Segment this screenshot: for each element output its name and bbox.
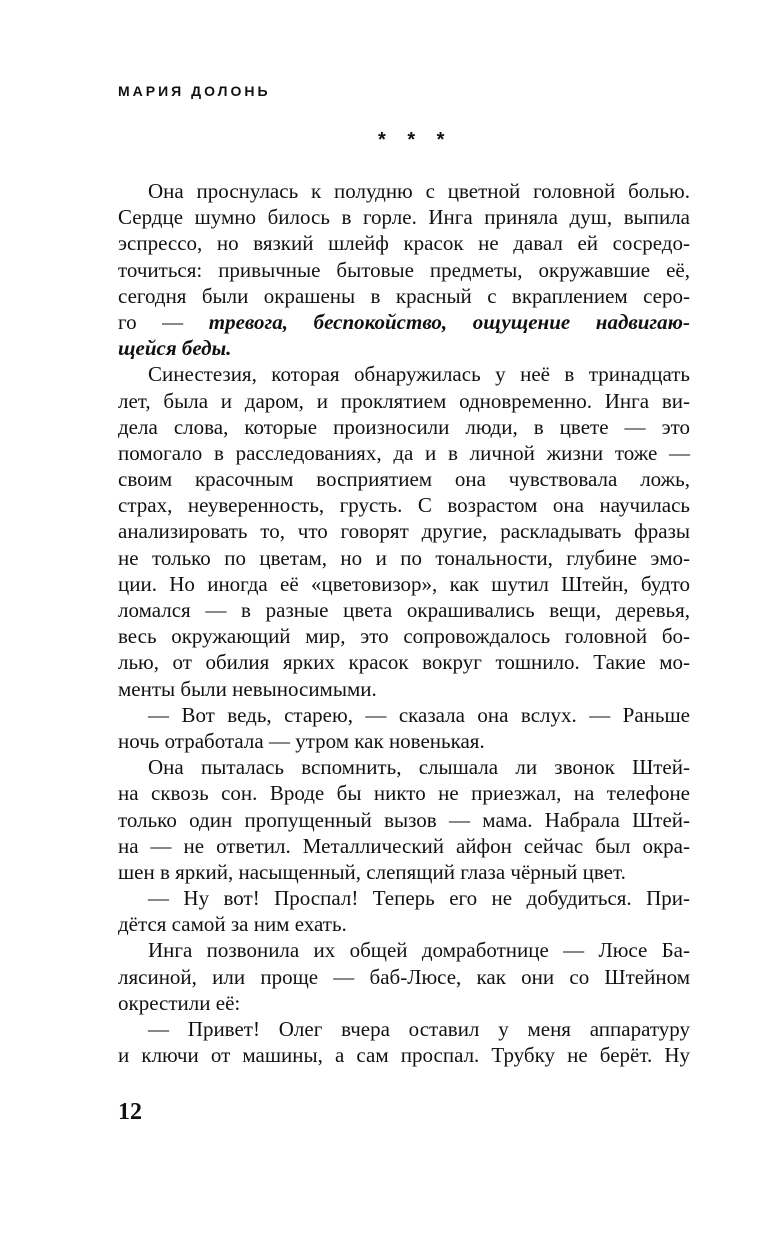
- text-line: окрестили её:: [118, 990, 241, 1015]
- text-line: не только по цветам, но и по тональности, глубине эмо-: [118, 545, 690, 570]
- section-separator: * * *: [378, 129, 453, 151]
- text-line: ции. Но иногда её «цветовизор», как шутил Штейн, будто: [118, 571, 690, 596]
- text-line: — Вот ведь, старею, — сказала она вслух. — Раньше: [148, 702, 690, 727]
- text-line: Инга позвонила их общей домработнице — Люсе Ба-: [148, 938, 690, 963]
- text-line: ночь отработала — утром как новенькая.: [118, 728, 485, 753]
- text-line: на сквозь сон. Вроде бы никто не приезжал, на телефоне: [118, 781, 690, 806]
- text-line: Сердце шумно билось в горле. Инга приняла душ, выпила: [118, 205, 690, 230]
- page-number: 12: [118, 1099, 142, 1125]
- body-text: [118, 178, 690, 1068]
- text-line: помогало в расследованиях, да и в личной жизни тоже —: [118, 440, 690, 465]
- text-line: на — не ответил. Металлический айфон сейчас был окра-: [118, 833, 690, 858]
- text-line: весь окружающий мир, это сопровождалось головной бо-: [118, 624, 690, 649]
- text-line: лясиной, или проще — баб-Люсе, как они со Штейном: [118, 964, 690, 989]
- text-line: менты были невыносимыми.: [118, 676, 377, 701]
- text-line: эспрессо, но вязкий шлейф красок не давал ей сосредо-: [118, 231, 690, 256]
- text-line: Она проснулась к полудню с цветной головной болью.: [148, 179, 690, 203]
- text-line: шен в яркий, насыщенный, слепящий глаза чёрный цвет.: [118, 859, 626, 884]
- text-line: дётся самой за ним ехать.: [118, 912, 347, 937]
- running-head-author: МАРИЯ ДОЛОНЬ: [118, 83, 271, 99]
- text-line: дела слова, которые произносили люди, в цвете — это: [118, 414, 690, 439]
- text-line: точиться: привычные бытовые предметы, окружавшие её,: [118, 257, 690, 282]
- text-line: и ключи от машины, а сам проспал. Трубку не берёт. Ну: [118, 1043, 690, 1068]
- text-line: [118, 309, 690, 335]
- text-line: своим красочным восприятием она чувствовала ложь,: [118, 467, 690, 492]
- text-line: только один пропущенный вызов — мама. Набрала Штей-: [118, 807, 690, 832]
- text-line: лью, от обилия ярких красок вокруг тошнило. Такие мо-: [118, 650, 690, 675]
- text-line: Она пыталась вспомнить, слышала ли звонок Штей-: [148, 755, 690, 780]
- text-line: сегодня были окрашены в красный с вкраплением серо-: [118, 283, 690, 308]
- emphasis-line: щейся беды.: [118, 336, 232, 361]
- text-line: страх, неуверенность, грусть. С возрастом она научилась: [118, 493, 690, 518]
- emphasis-text: тревога, беспокойство, ощущение надвигаю-: [208, 309, 690, 334]
- text-line: ломался — в разные цвета окрашивались вещи, деревья,: [118, 598, 690, 622]
- text-line: лет, была и даром, и проклятием одновременно. Инга ви-: [118, 388, 690, 413]
- text-line: — Привет! Олег вчера оставил у меня аппаратуру: [148, 1017, 690, 1041]
- text-line: — Ну вот! Проспал! Теперь его не добудиться. При-: [148, 886, 690, 911]
- text-line: Синестезия, которая обнаружилась у неё в тринадцать: [148, 362, 690, 387]
- text-fragment: го —: [118, 309, 209, 334]
- text-line: анализировать то, что говорят другие, раскладывать фразы: [118, 519, 690, 544]
